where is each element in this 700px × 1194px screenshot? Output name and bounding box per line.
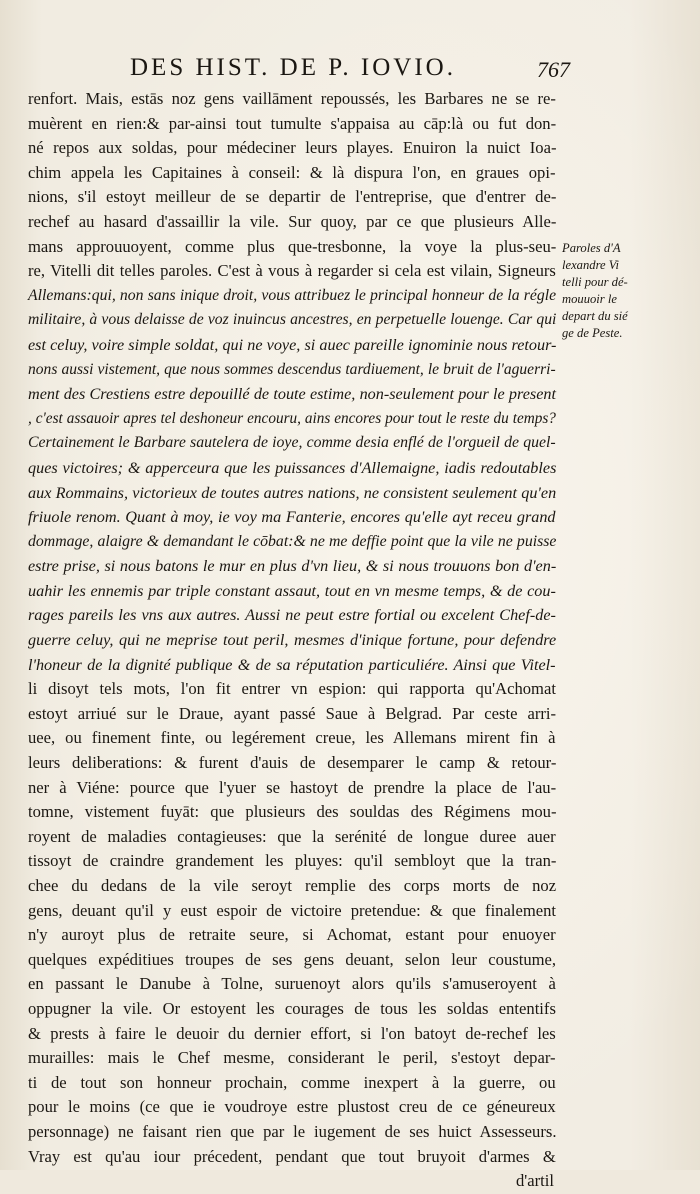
text-line: militaire, à vous delaisse de voz inuincus ancestres, en perpetuelle louenge. Car qui xyxy=(28,311,557,329)
text-line: friuole renom. Quant à moy, ie voy ma Fanterie, encores qu'elle ayt receu grand xyxy=(28,508,556,527)
text-line: né repos aux soldas, pour médeciner leurs playes. Enuiron la nuict Ioa- xyxy=(28,138,557,158)
page-number: 767 xyxy=(537,57,570,82)
text-line: Vray est qu'au iour précedent, pendant que tout bruyoit d'armes & xyxy=(28,1146,556,1166)
text-line: ment des Crestiens estre depouillé de toute estime, non-seulement pour le present xyxy=(28,385,556,404)
text-line: renfort. Mais, estās noz gens vaillāment repoussés, les Barbares ne se re- xyxy=(28,89,556,108)
text-line: aux Rommains, victorieux de toutes autres nations, ne consistent seulement qu'en xyxy=(28,483,557,502)
text-line: mans approuuoyent, comme plus que-tresbonne, la voye la plus-seu- xyxy=(28,236,557,256)
text-line: est celuy, voire simple soldat, qui ne voye, si auec pareille ignominie nous retour- xyxy=(28,335,557,354)
text-line: royent de maladies contagieuses: que la serénité de longue duree auer xyxy=(28,826,556,846)
text-line: nions, s'il estoyt meilleur de se departir de l'entreprise, que d'entrer de- xyxy=(28,187,557,207)
margin-note-line: mouuoir le xyxy=(562,292,617,306)
text-line: , c'est assauoir apres tel deshoneur encouru, ains encores pour tout le reste du temps? xyxy=(28,409,556,427)
text-line: tissoyt de craindre grandement les pluyes: qu'il sembloyt que la tran- xyxy=(28,851,557,871)
text-line: ques victoires; & apperceura que les puissances d'Allemaigne, iadis redoutables xyxy=(28,458,557,477)
body-text xyxy=(28,87,556,1194)
text-line: leurs deliberations: & furent d'auis de desemparer le camp & retour- xyxy=(28,753,557,773)
text-line: ti de tout son honneur prochain, comme inexpert à la guerre, ou xyxy=(28,1072,556,1092)
text-line: l'honeur de la dignité publique & de sa réputation particuliére. Ainsi que Vitel- xyxy=(28,655,556,674)
text-line: gens, deuant qu'il y eust espoir de victoire pretendue: & que finalement xyxy=(28,900,557,920)
text-line: nons aussi vistement, que nous sommes descendus tardiuement, le bruit de l'aguerri- xyxy=(28,360,556,378)
text-line: en passant le Danube à Tolne, suruenoyt alors qu'ils s'amuseroyent à xyxy=(28,974,556,994)
text-line: estoyt arriué sur le Draue, ayant passé Saue à Belgrad. Par ceste arri- xyxy=(28,703,557,723)
text-line: murailles: mais le Chef mesme, considerant le peril, s'estoyt depar- xyxy=(28,1048,556,1068)
margin-note xyxy=(562,240,682,342)
catchword: d'artil xyxy=(515,1171,554,1191)
text-line: & prests à faire le deuoir du dernier effort, si l'on batoyt de-rechef les xyxy=(28,1023,556,1043)
margin-note-line: depart du sié xyxy=(562,309,628,323)
text-line: tomne, vistement fuyāt: que plusieurs des souldas des Régimens mou- xyxy=(28,802,557,822)
text-line: estre prise, si nous batons le mur en plus d'vn lieu, & si nous trouuons bon d'en- xyxy=(28,557,557,576)
text-line: dommage, alaigre & demandant le cōbat:& ne me deffie point que la vile ne puisse xyxy=(28,532,557,550)
text-line: guerre celuy, qui ne meprise tout peril, mesmes d'inique fortune, pour defendre xyxy=(28,631,557,650)
text-line: personnage) ne faisant rien que par le iugement de ses huict Assesseurs. xyxy=(28,1121,557,1141)
text-line: chee du dedans de la vile seroyt remplie des corps morts de noz xyxy=(28,876,557,895)
text-line: pour le moins (ce que ie voudroye estre plustost creu de ce géneureux xyxy=(28,1097,556,1117)
text-line: re, Vitelli dit telles paroles. C'est à vous à regarder si cela est vilain, Signeurs xyxy=(28,261,556,281)
margin-note-line: ge de Peste. xyxy=(562,326,623,340)
text-line: Allemans:qui, non sans inique droit, vous attribuez le principal honneur de la régle xyxy=(28,286,557,304)
text-line: Certainement le Barbare sautelera de ioye, comme desia enflé de l'orgueil de quel- xyxy=(28,434,556,452)
text-line: n'y auroyt plus de retraite seure, si Achomat, estant pour enuoyer xyxy=(28,925,556,945)
text-line: li disoyt tels mots, l'on fit entrer vn espion: qui rapporta qu'Achomat xyxy=(28,679,556,699)
text-line: chim appela les Capitaines à conseil: & là dispura l'on, en graues opi- xyxy=(28,162,556,182)
text-line: muèrent en rien:& par-ainsi tout tumulte s'appaisa au cāp:là ou fut don- xyxy=(28,113,557,133)
text-line: uee, ou finement finte, ou legérement creue, les Allemans mirent fin à xyxy=(28,728,556,748)
running-title: DES HIST. DE P. IOVIO. xyxy=(130,54,456,81)
text-line: ner à Viéne: pource que l'yuer se hastoyt de prendre la place de l'au- xyxy=(28,777,557,797)
text-line: uahir les ennemis par triple constant assaut, tout en vn mesme temps, & de cou- xyxy=(28,581,556,600)
text-line: quelques expéditiues troupes de ses gens deuant, selon leur coustume, xyxy=(28,949,557,969)
text-line: oppugner la vile. Or estoyent les courages de tous les soldas ententifs xyxy=(28,998,556,1018)
text-line: rages pareils les vns aux autres. Aussi ne peut estre fortial ou excelent Chef-de- xyxy=(28,606,556,625)
text-line: rechef au hasard d'assaillir la vile. Sur quoy, par ce que plusieurs Alle- xyxy=(28,211,557,231)
margin-note-line: lexandre Vi xyxy=(562,258,619,272)
page-header xyxy=(130,50,630,90)
margin-note-line: telli pour dé- xyxy=(562,275,628,289)
margin-note-line: Paroles d'A xyxy=(562,241,621,255)
